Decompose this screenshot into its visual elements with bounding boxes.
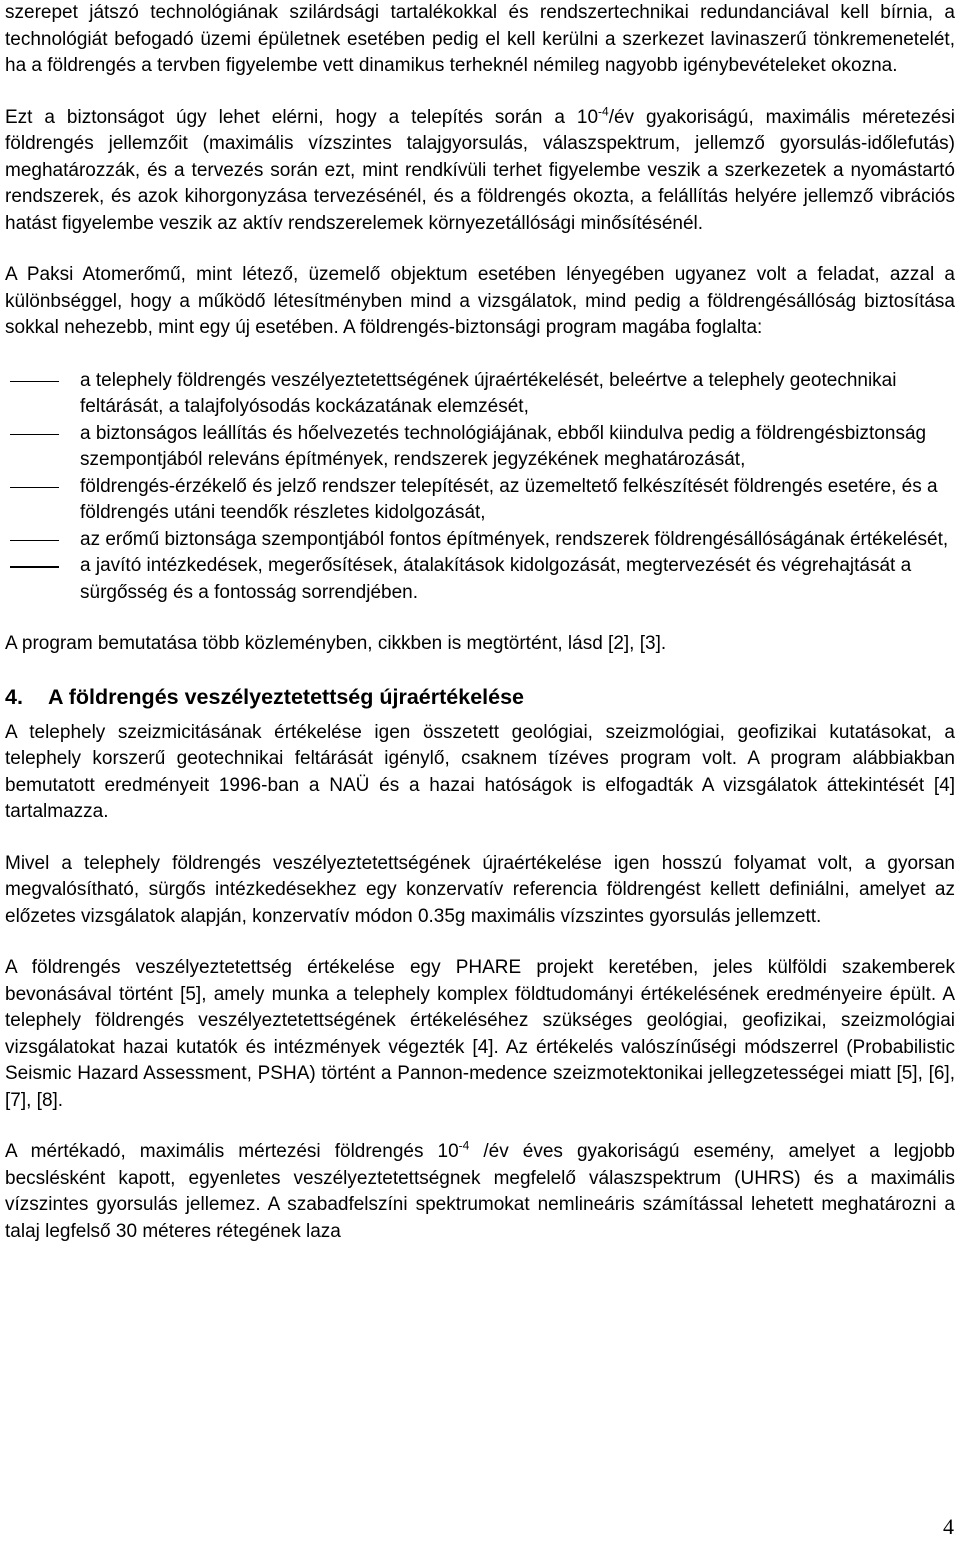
paragraph-program-presentation: A program bemutatása több közleményben, cikkben is megtörtént, lásd [2], [3]. xyxy=(5,633,667,654)
list-item xyxy=(5,368,955,421)
list-item-text: a biztonságos leállítás és hőelvezetés technológiájának, ebből kiindulva pedig a földrengésbiztonság szempontjából releváns építmények, rendszerek jegyzékének meghatározását, xyxy=(80,422,927,470)
dash-bullet-icon xyxy=(10,381,59,383)
exponent-superscript: -4 xyxy=(598,104,609,119)
paragraph-reference-earthquake: Mivel a telephely földrengés veszélyeztetettségének újraértékelése igen hosszú folyamat volt, a gyorsan megvalósítható, sürgős intézkedésekhez egy konzervatív referencia földrengést kellett definiálni, amelyet az előzetes vizsgálatok alapján, konzervatív módon 0.35g maximális vízszintes gyorsulás jellemzett. xyxy=(5,852,955,927)
section-title: A földrengés veszélyeztetettség újraértékelése xyxy=(48,684,525,709)
list-item-text: földrengés-érzékelő és jelző rendszer telepítését, az üzemeltető felkészítését földrengés esetére, és a földrengés utáni teendők részletes kidolgozását, xyxy=(80,475,938,523)
paragraph-design-end: /év éves gyakoriságú esemény, amelyet a legjobb becslésként kapott, egyenletes veszélyeztetettségnek megfelelő válaszspektrum (UHRS) és a maximális vízszintes gyorsulás jellemez. A szabadfelszíni spektrumokat nemlineáris számítással lehetett meghatározni a talaj legfelső 30 méteres rétegének laza xyxy=(5,1141,955,1242)
page-number: 4 xyxy=(943,1514,954,1539)
paragraph-seismicity: A telephely szeizmicitásának értékelése igen összetett geológiai, szeizmológiai, geofizikai kutatásokat, a telephely korszerű geotechnikai feltárását igénylő, csaknem tízéves program volt. A program alábbiakban bemutatott eredményeit 1996-ban a NAÜ és a hazai hatóságok is elfogadták A vizsgálatok áttekintését [4] tartalmazza. xyxy=(5,721,955,822)
list-item xyxy=(5,421,955,474)
section-heading xyxy=(5,682,955,712)
paragraph-design-earthquake xyxy=(5,1139,955,1245)
section-number: 4. xyxy=(5,684,23,709)
dash-bullet-icon xyxy=(10,566,59,568)
dash-bullet-icon xyxy=(10,487,59,489)
program-list xyxy=(5,368,955,607)
paragraph-safety xyxy=(5,105,955,238)
list-item-text: az erőmű biztonsága szempontjából fontos építmények, rendszerek földrengésállóságának értékelését, xyxy=(80,528,949,550)
list-item-text: a telephely földrengés veszélyeztetettségének újraértékelését, beleértve a telephely geotechnikai feltárását, a talajfolyósodás kockázatának elemzését, xyxy=(80,369,897,417)
paragraph-intro: szerepet játszó technológiának szilárdsági tartalékokkal és rendszertechnikai redundanciával kell bírnia, a technológiát befogadó üzemi épületnek esetében pedig el kell kerülni a szerkezet lavinaszerű tönkremenetelét, ha a földrengés a tervben figyelembe vett dinamikus terheknél némileg nagyobb igénybevételeket okozna. xyxy=(5,2,955,76)
paragraph-safety-end: /év gyakoriságú, maximális méretezési földrengés jellemzőit (maximális vízszintes talajgyorsulás, válaszspektrum, jellemző gyorsulás-időlefutás) meghatározzák, és a tervezés során ezt, mint rendkívüli terhet figyelembe veszik a szerkezetek a nyomástartó rendszerek, és azok kihorgonyzása tervezésénél, és a földrengés okozta, a felállítás helyére jellemző vibrációs hatást figyelembe veszik az aktív rendszerelemek környezetállósági minősítésénél. xyxy=(5,106,955,234)
list-item xyxy=(5,474,955,527)
dash-bullet-icon xyxy=(10,434,59,436)
list-item-text: a javító intézkedések, megerősítések, átalakítások kidolgozását, megtervezését és végrehajtását a sürgősség és a fontosság sorrendjében. xyxy=(80,555,912,603)
paragraph-design-start: A mértékadó, maximális mértezési földrengés 10 xyxy=(5,1141,459,1162)
paragraph-paks: A Paksi Atomerőmű, mint létező, üzemelő objektum esetében lényegében ugyanez volt a feladat, azzal a különbséggel, hogy a működő létesítményben mind a vizsgálatok, mind pedig a földrengésállóság biztosítása sokkal nehezebb, mint egy új esetében. A földrengés-biztonsági program magába foglalta: xyxy=(5,264,955,338)
document-page xyxy=(5,0,955,1245)
paragraph-safety-start: Ezt a biztonságot úgy lehet elérni, hogy a telepítés során a 10 xyxy=(5,106,599,128)
dash-bullet-icon xyxy=(10,540,59,542)
list-item xyxy=(5,527,955,554)
exponent-superscript: -4 xyxy=(458,1138,470,1153)
list-item xyxy=(5,553,955,606)
paragraph-phare: A földrengés veszélyeztetettség értékelése egy PHARE projekt keretében, jeles külföldi szakemberek bevonásával történt [5], amely munka a telephely komplex földtudományi értékelésének eredményeire épült. A telephely földrengés veszélyeztetettségének értékeléséhez szükséges geológiai, geofizikai, szeizmológiai vizsgálatokat hazai kutatók és intézmények végezték [4]. Az értékelés valószínűségi módszerrel (Probabilistic Seismic Hazard Assessment, PSHA) történt a Pannon-medence szeizmotektonikai jellegzetességei miatt [5], [6], [7], [8]. xyxy=(5,957,955,1111)
